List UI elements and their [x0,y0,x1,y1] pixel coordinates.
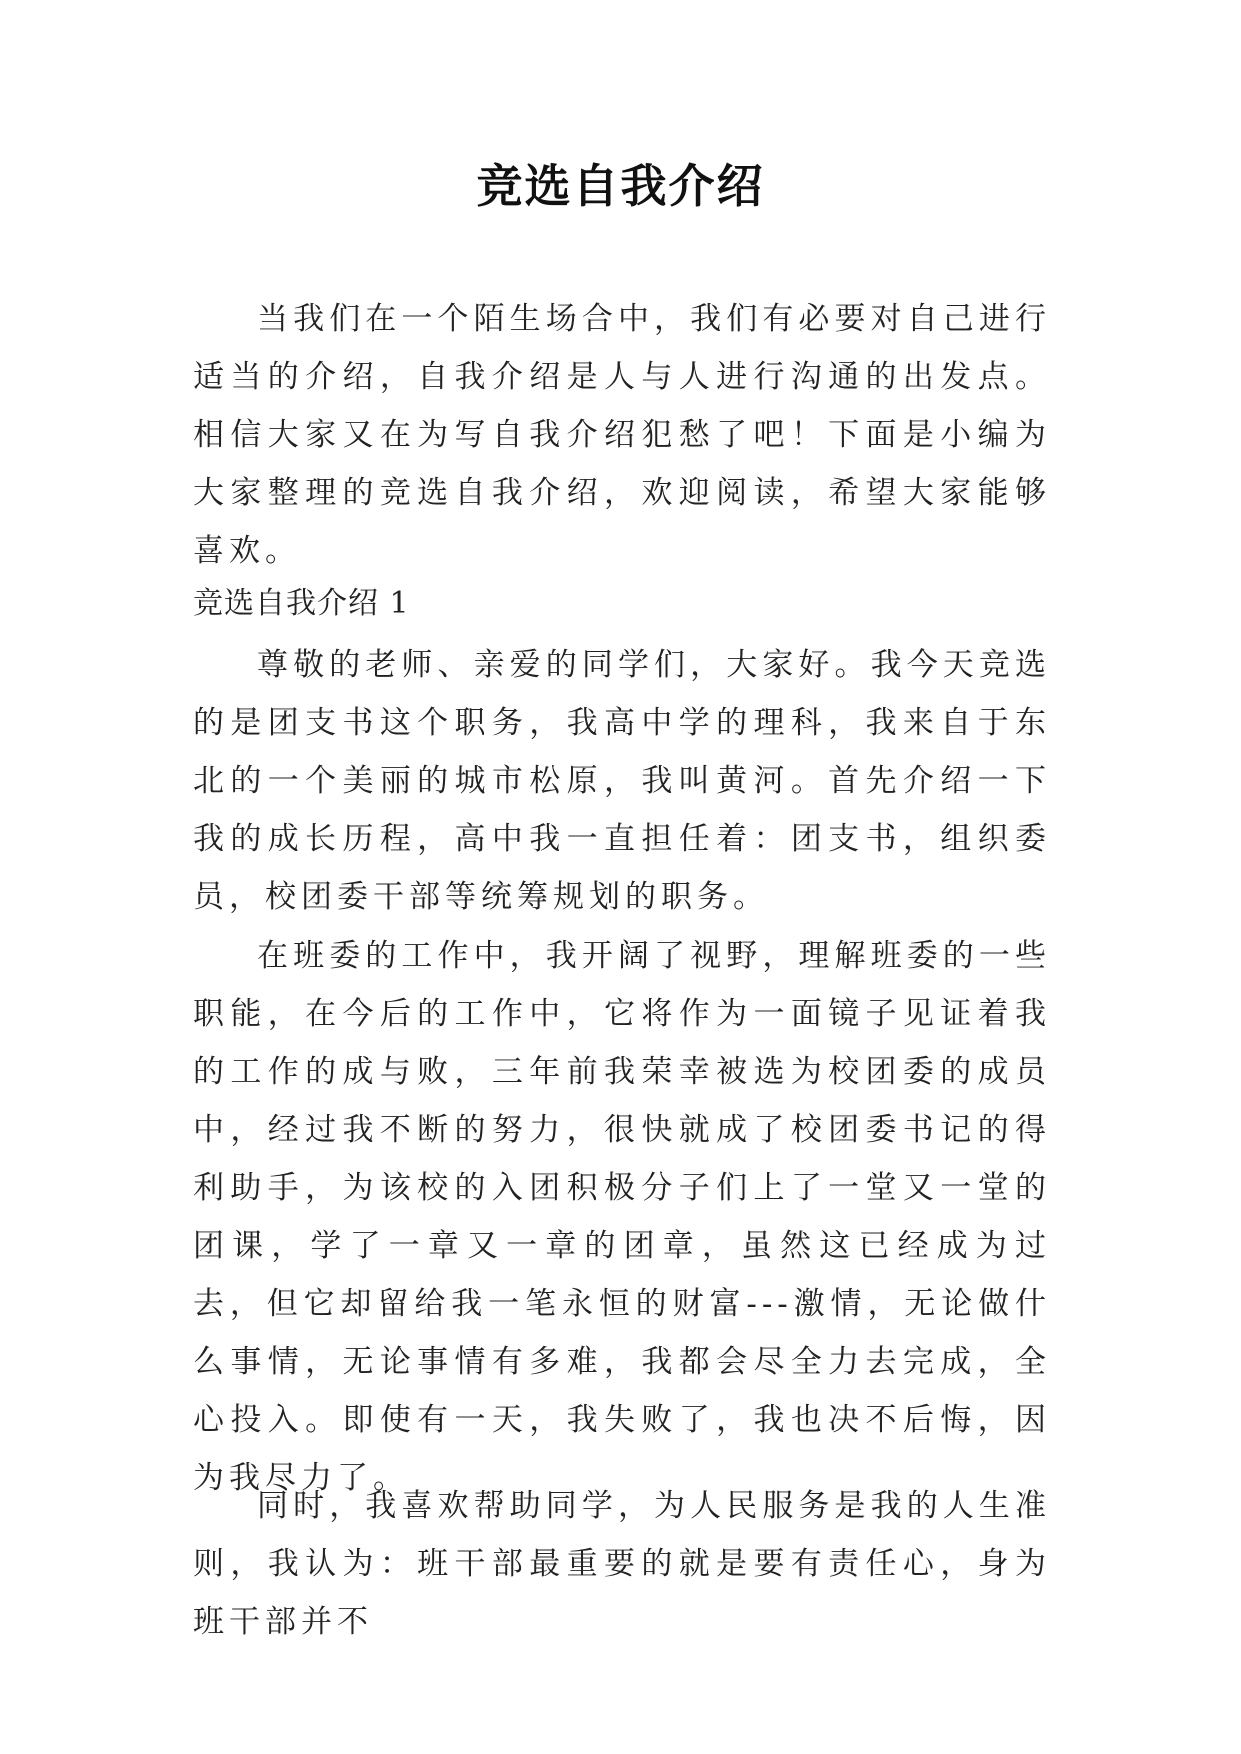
intro-paragraph [193,290,1051,580]
section-heading: 竞选自我介绍 1 [193,586,410,621]
document-title: 竞选自我介绍 [476,159,765,213]
paragraph-text: 在班委的工作中，我开阔了视野，理解班委的一些职能，在今后的工作中，它将作为一面镜子见证着我的工作的成与败，三年前我荣幸被选为校团委的成员中，经过我不断的努力，很快就成了校团委书记的得利助手，为该校的入团积极分子们上了一堂又一堂的团课，学了一章又一章的团章，虽然这已经成为过去，但它却留给我一笔永恒的财富---激情，无论做什么事情，无论事情有多难，我都会尽全力去完成，全心投入。即使有一天，我失败了，我也决不后悔，因为我尽力了。 [193,938,1051,1496]
paragraph-text: 同时，我喜欢帮助同学，为人民服务是我的人生准则，我认为：班干部最重要的就是要有责任心，身为班干部并不 [193,1488,1051,1640]
body-paragraph-1 [193,636,1051,926]
body-paragraph-3 [193,1477,1051,1651]
body-paragraph-2 [193,927,1051,1507]
intro-text: 当我们在一个陌生场合中，我们有必要对自己进行适当的介绍，自我介绍是人与人进行沟通的出发点。相信大家又在为写自我介绍犯愁了吧！下面是小编为大家整理的竞选自我介绍，欢迎阅读，希望大家能够喜欢。 [193,301,1051,569]
paragraph-text: 尊敬的老师、亲爱的同学们，大家好。我今天竞选的是团支书这个职务，我高中学的理科，我来自于东北的一个美丽的城市松原，我叫黄河。首先介绍一下我的成长历程，高中我一直担任着：团支书，组织委员，校团委干部等统筹规划的职务。 [193,647,1051,915]
